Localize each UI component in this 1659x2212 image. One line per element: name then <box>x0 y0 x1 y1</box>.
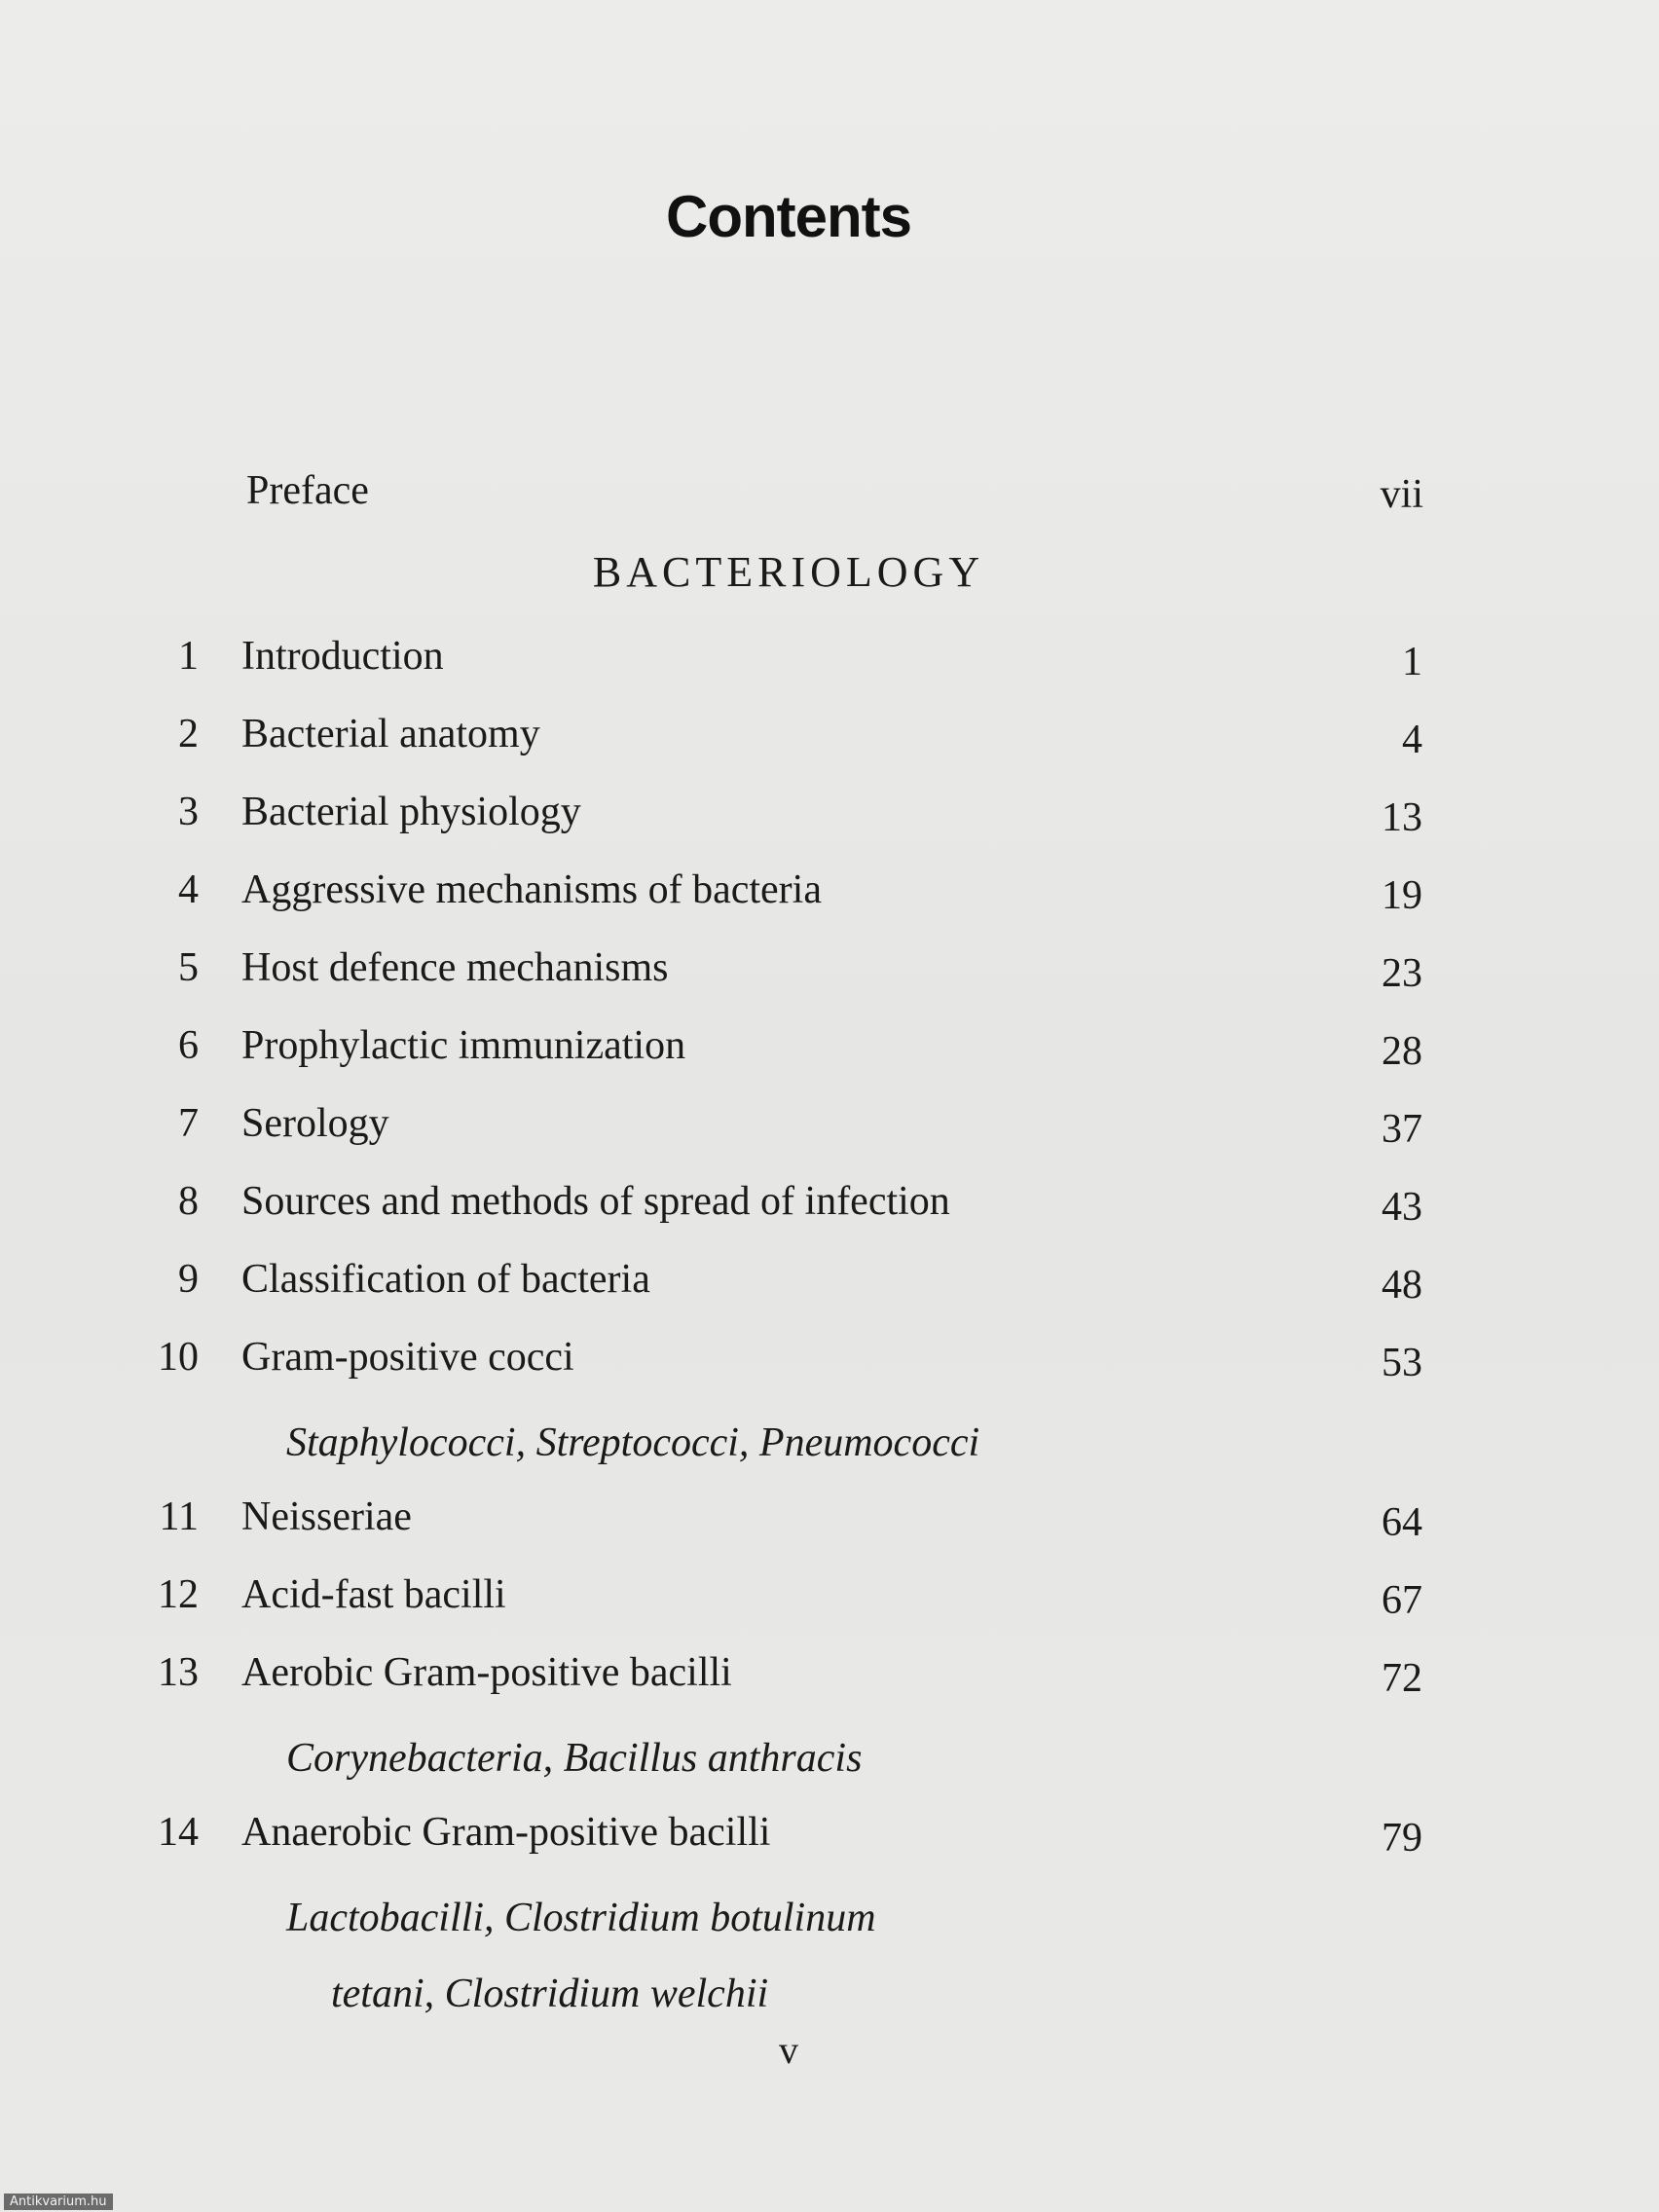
chapter-number: 2 <box>178 712 199 756</box>
toc-entry <box>0 711 1659 769</box>
chapter-page: 48 <box>1382 1263 1422 1308</box>
chapter-page: 72 <box>1382 1656 1422 1701</box>
chapter-subtitle: Corynebacteria, Bacillus anthracis <box>286 1736 863 1781</box>
chapter-title: Prophylactic immunization <box>241 1023 686 1068</box>
chapter-title: Gram-positive cocci <box>241 1335 574 1380</box>
page-title: Contents <box>666 184 911 249</box>
toc-entry <box>0 1571 1659 1630</box>
chapter-number: 10 <box>158 1335 199 1380</box>
chapter-subtitle: Staphylococci, Streptococci, Pneumococci <box>286 1420 980 1465</box>
chapter-number: 14 <box>158 1810 199 1855</box>
chapter-page: 53 <box>1382 1341 1422 1385</box>
chapter-number: 4 <box>178 867 199 912</box>
chapter-page: 13 <box>1382 795 1422 840</box>
chapter-number: 11 <box>159 1494 199 1539</box>
chapter-page: 1 <box>1402 640 1422 684</box>
chapter-title: Serology <box>241 1101 389 1146</box>
chapter-number: 1 <box>178 634 199 679</box>
chapter-number: 7 <box>178 1101 199 1146</box>
chapter-title: Acid-fast bacilli <box>241 1572 506 1617</box>
toc-entry <box>0 633 1659 691</box>
chapter-title: Bacterial anatomy <box>241 712 540 756</box>
chapter-title: Sources and methods of spread of infection <box>241 1179 950 1224</box>
toc-entry <box>0 1809 1659 1867</box>
chapter-number: 8 <box>178 1179 199 1224</box>
chapter-title: Classification of bacteria <box>241 1257 650 1302</box>
chapter-title: Host defence mechanisms <box>241 945 669 990</box>
toc-entry <box>0 1334 1659 1392</box>
toc-entry <box>0 866 1659 925</box>
watermark: Antikvarium.hu <box>4 2194 113 2210</box>
chapter-page: 67 <box>1382 1578 1422 1623</box>
chapter-number: 12 <box>158 1572 199 1617</box>
chapter-page: 79 <box>1382 1816 1422 1861</box>
toc-entry <box>0 789 1659 847</box>
chapter-subtitle-continued: tetani, Clostridium welchii <box>331 1972 769 2016</box>
toc-entry <box>0 1649 1659 1708</box>
chapter-number: 6 <box>178 1023 199 1068</box>
chapter-number: 3 <box>178 790 199 834</box>
chapter-title: Aggressive mechanisms of bacteria <box>241 867 822 912</box>
section-heading: BACTERIOLOGY <box>592 548 985 596</box>
chapter-page: 37 <box>1382 1107 1422 1152</box>
chapter-title: Anaerobic Gram-positive bacilli <box>241 1810 771 1855</box>
preface-page-number: vii <box>1380 472 1423 517</box>
preface-label: Preface <box>246 468 369 513</box>
chapter-subtitle: Lactobacilli, Clostridium botulinum <box>286 1896 876 1940</box>
chapter-title: Neisseriae <box>241 1494 412 1539</box>
chapter-page: 43 <box>1382 1185 1422 1230</box>
page-folio: v <box>779 2028 798 2072</box>
toc-entry <box>0 1256 1659 1314</box>
chapter-page: 28 <box>1382 1029 1422 1074</box>
chapter-number: 9 <box>178 1257 199 1302</box>
toc-entry <box>0 944 1659 1003</box>
chapter-page: 23 <box>1382 951 1422 996</box>
chapter-title: Aerobic Gram-positive bacilli <box>241 1650 732 1695</box>
toc-entry <box>0 1493 1659 1552</box>
chapter-title: Bacterial physiology <box>241 790 581 834</box>
chapter-page: 4 <box>1402 718 1422 762</box>
chapter-title: Introduction <box>241 634 444 679</box>
chapter-page: 64 <box>1382 1500 1422 1545</box>
toc-entry <box>0 1178 1659 1236</box>
chapter-page: 19 <box>1382 873 1422 918</box>
chapter-number: 5 <box>178 945 199 990</box>
toc-entry <box>0 1100 1659 1159</box>
toc-entry <box>0 1022 1659 1081</box>
chapter-number: 13 <box>158 1650 199 1695</box>
